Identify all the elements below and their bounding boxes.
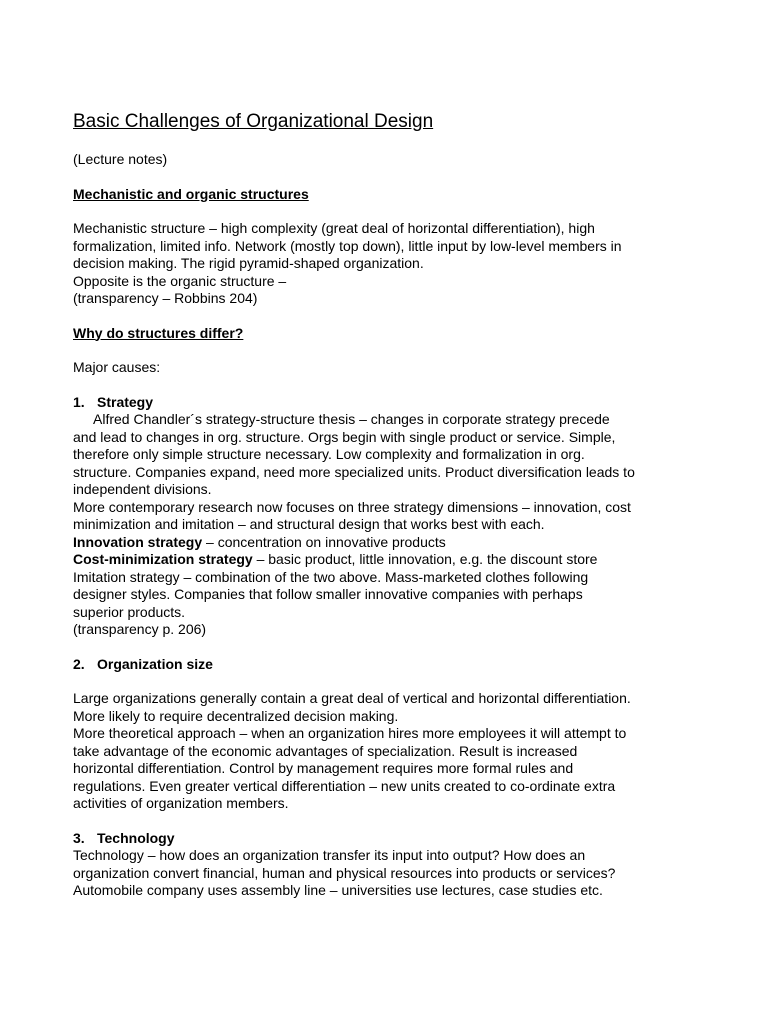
paragraph-line: superior products. xyxy=(73,603,186,620)
innovation-strategy-line xyxy=(73,534,703,552)
paragraph-line: Major causes: xyxy=(73,359,161,375)
innovation-strategy-label: Innovation strategy xyxy=(73,533,203,550)
paragraph-line: Opposite is the organic structure – xyxy=(73,272,287,289)
heading-number: 1. xyxy=(73,393,85,410)
numbered-heading-strategy xyxy=(73,394,703,412)
paragraph-line: organization convert financial, human and physical resources into products or services? xyxy=(73,864,616,881)
heading-text: Strategy xyxy=(97,393,154,410)
paragraph-line: structure. Companies expand, need more specialized units. Product diversification leads to xyxy=(73,463,635,480)
paragraph-line: Mechanistic structure – high complexity (great deal of horizontal differentiation), high xyxy=(73,220,595,236)
heading-text: Organization size xyxy=(97,655,213,672)
section-heading-why: Why do structures differ? xyxy=(73,324,244,341)
document-subtitle: (Lecture notes) xyxy=(73,151,168,167)
heading-text: Technology xyxy=(97,829,175,846)
paragraph-line: (transparency p. 206) xyxy=(73,621,207,637)
cost-strategy-label: Cost-minimization strategy xyxy=(73,551,253,567)
paragraph-line: take advantage of the economic advantages of specialization. Result is increased xyxy=(73,742,578,759)
paragraph-line: designer styles. Companies that follow smaller innovative companies with perhaps xyxy=(73,586,583,602)
paragraph-line: minimization and imitation – and structural design that works best with each. xyxy=(73,516,545,532)
paragraph-line: Automobile company uses assembly line – universities use lectures, case studies etc. xyxy=(73,882,603,898)
paragraph-line: and lead to changes in org. structure. Orgs begin with single product or service. Simple, xyxy=(73,428,616,445)
cost-strategy-line xyxy=(73,551,703,569)
paragraph-line: independent divisions. xyxy=(73,481,212,497)
paragraph-line: therefore only simple structure necessary. Low complexity and formalization in org. xyxy=(73,446,585,462)
paragraph-line: Alfred Chandler´s strategy-structure thesis – changes in corporate strategy precede xyxy=(93,411,610,427)
heading-number: 3. xyxy=(73,829,85,846)
document-title: Basic Challenges of Organizational Design xyxy=(73,111,434,132)
paragraph-line: decision making. The rigid pyramid-shaped organization. xyxy=(73,255,424,271)
paragraph-line: activities of organization members. xyxy=(73,795,289,811)
paragraph-line: formalization, limited info. Network (mostly top down), little input by low-level members in xyxy=(73,237,622,254)
document-page xyxy=(73,110,703,900)
innovation-strategy-text: – concentration on innovative products xyxy=(202,533,446,550)
cost-strategy-text: – basic product, little innovation, e.g. the discount store xyxy=(252,551,598,567)
numbered-heading-technology xyxy=(73,830,703,848)
paragraph-line: More likely to require decentralized decision making. xyxy=(73,707,399,724)
paragraph-line: More theoretical approach – when an organization hires more employees it will attempt to xyxy=(73,725,627,741)
numbered-heading-size xyxy=(73,656,703,674)
paragraph-line: Large organizations generally contain a great deal of vertical and horizontal differentiation. xyxy=(73,690,631,706)
paragraph-line: Technology – how does an organization transfer its input into output? How does an xyxy=(73,847,586,863)
section-heading-mechanistic: Mechanistic and organic structures xyxy=(73,185,309,202)
paragraph-line: Imitation strategy – combination of the two above. Mass-marketed clothes following xyxy=(73,568,589,585)
paragraph-line: More contemporary research now focuses on three strategy dimensions – innovation, cost xyxy=(73,498,631,515)
paragraph-line: horizontal differentiation. Control by management requires more formal rules and xyxy=(73,760,574,776)
heading-number: 2. xyxy=(73,655,85,672)
paragraph-line: (transparency – Robbins 204) xyxy=(73,290,258,306)
paragraph-line: regulations. Even greater vertical differentiation – new units created to co-ordinate extra xyxy=(73,777,616,794)
